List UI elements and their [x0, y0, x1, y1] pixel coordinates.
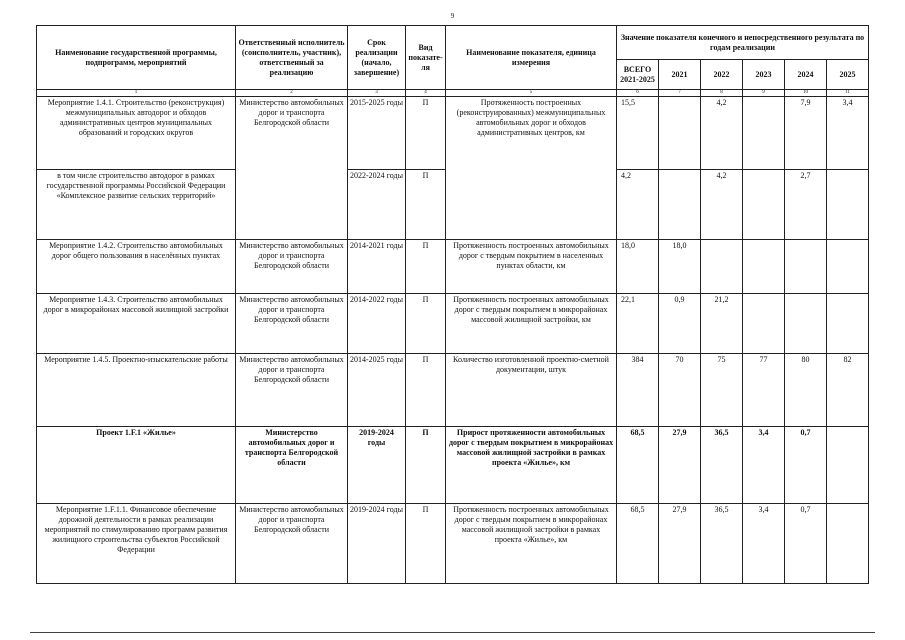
header-year: 2021 — [659, 60, 701, 90]
kind-cell: П — [406, 97, 446, 170]
year-value — [743, 97, 785, 170]
total-value: 15,5 — [617, 97, 659, 170]
activity-name: Мероприятие 1.4.2. Строительство автомобильных дорог общего пользования в населённых пунктах — [37, 240, 236, 294]
total-value: 18,0 — [617, 240, 659, 294]
column-number: 4 — [406, 90, 446, 97]
activity-name: Мероприятие 1.4.5. Проектно-изыскательские работы — [37, 354, 236, 427]
executor-cell: Министерство автомобильных дорог и транспорта Белгородской области — [236, 294, 348, 354]
year-value — [743, 240, 785, 294]
kind-cell: П — [406, 504, 446, 584]
executor-cell: Министерство автомобильных дорог и транспорта Белгородской области — [236, 354, 348, 427]
year-value: 4,2 — [701, 170, 743, 240]
term-cell: 2014-2022 годы — [348, 294, 406, 354]
table-row — [37, 294, 869, 354]
year-value — [659, 97, 701, 170]
project-name: Проект 1.F.1 «Жилье» — [37, 427, 236, 504]
kind-cell: П — [406, 354, 446, 427]
indicator-cell: Количество изготовленной проектно-сметной документации, штук — [446, 354, 617, 427]
indicators-table — [36, 25, 869, 584]
term-cell: 2015-2025 годы — [348, 97, 406, 170]
header-indicator: Наименование показателя, единица измерения — [446, 26, 617, 90]
year-value: 36,5 — [701, 427, 743, 504]
header-row — [37, 26, 869, 60]
table-row — [37, 354, 869, 427]
year-value — [743, 294, 785, 354]
year-value: 3,4 — [743, 504, 785, 584]
year-value — [701, 240, 743, 294]
year-value: 4,2 — [701, 97, 743, 170]
column-number: 1 — [37, 90, 236, 97]
year-value — [827, 240, 869, 294]
executor-cell: Министерство автомобильных дорог и транспорта Белгородской области — [236, 240, 348, 294]
table-row — [37, 97, 869, 170]
year-value: 7,9 — [785, 97, 827, 170]
year-value — [743, 170, 785, 240]
total-value: 4,2 — [617, 170, 659, 240]
term-cell: 2019-2024 годы — [348, 504, 406, 584]
executor-cell: Министерство автомобильных дорог и транспорта Белгородской области — [236, 97, 348, 240]
activity-name: в том числе строительство автодорог в рамках государственной программы Российской Федерации «Комплексное развитие сельских территорий» — [37, 170, 236, 240]
column-number: 8 — [701, 90, 743, 97]
year-value: 3,4 — [743, 427, 785, 504]
column-number: 5 — [446, 90, 617, 97]
term-cell: 2019-2024 годы — [348, 427, 406, 504]
year-value — [827, 504, 869, 584]
year-value: 21,2 — [701, 294, 743, 354]
column-number: 9 — [743, 90, 785, 97]
page-bottom-rule — [30, 632, 875, 633]
kind-cell: П — [406, 170, 446, 240]
year-value: 80 — [785, 354, 827, 427]
column-number: 6 — [617, 90, 659, 97]
term-cell: 2014-2021 годы — [348, 240, 406, 294]
activity-name: Мероприятие 1.4.3. Строительство автомобильных дорог в микрорайонах массовой жилищной застройки — [37, 294, 236, 354]
year-value — [827, 294, 869, 354]
term-cell: 2014-2025 годы — [348, 354, 406, 427]
year-value — [785, 240, 827, 294]
year-value: 0,9 — [659, 294, 701, 354]
kind-cell: П — [406, 294, 446, 354]
total-value: 68,5 — [617, 504, 659, 584]
indicator-cell: Протяженность построенных автомобильных дорог с твердым покрытием в микрорайонах массовой жилищной застройки в рамках проекта «Жилье», км — [446, 504, 617, 584]
column-number: 3 — [348, 90, 406, 97]
activity-name: Мероприятие 1.4.1. Строительство (реконструкция) межмуниципальных автодорог и обходов административных центров муниципальных образований и городских округов — [37, 97, 236, 170]
year-value: 27,9 — [659, 427, 701, 504]
header-kind: Вид показате-ля — [406, 26, 446, 90]
year-value: 36,5 — [701, 504, 743, 584]
activity-name: Мероприятие 1.F.1.1. Финансовое обеспечение дорожной деятельности в рамках реализации мероприятий по стимулированию программ развития жилищного строительства субъектов Российской Федерации — [37, 504, 236, 584]
total-value: 384 — [617, 354, 659, 427]
total-value: 68,5 — [617, 427, 659, 504]
kind-cell: П — [406, 240, 446, 294]
year-value: 82 — [827, 354, 869, 427]
indicator-cell: Прирост протяженности автомобильных дорог с твердым покрытием в микрорайонах массовой жилищной застройки в рамках проекта «Жилье», км — [446, 427, 617, 504]
year-value: 27,9 — [659, 504, 701, 584]
executor-cell: Министерство автомобильных дорог и транспорта Белгородской области — [236, 504, 348, 584]
executor-cell: Министерство автомобильных дорог и транспорта Белгородской области — [236, 427, 348, 504]
indicator-cell: Протяженность построенных автомобильных дорог с твердым покрытием в микрорайонах массовой жилищной застройки, км — [446, 294, 617, 354]
year-value: 2,7 — [785, 170, 827, 240]
table-row — [37, 240, 869, 294]
header-total: ВСЕГО 2021-2025 — [617, 60, 659, 90]
year-value: 70 — [659, 354, 701, 427]
year-value: 18,0 — [659, 240, 701, 294]
year-value: 77 — [743, 354, 785, 427]
term-cell: 2022-2024 годы — [348, 170, 406, 240]
column-number: 10 — [785, 90, 827, 97]
header-year: 2025 — [827, 60, 869, 90]
table-row — [37, 504, 869, 584]
table-row-project — [37, 427, 869, 504]
total-value: 22,1 — [617, 294, 659, 354]
year-value — [785, 294, 827, 354]
column-number: 2 — [236, 90, 348, 97]
year-value: 3,4 — [827, 97, 869, 170]
indicator-cell: Протяженность построенных (реконструированных) межмуниципальных автомобильных дорог и обходов административных центров, км — [446, 97, 617, 240]
page-number: 9 — [450, 12, 455, 20]
header-executor: Ответственный исполнитель (соисполнитель, участник), ответственный за реализацию — [236, 26, 348, 90]
year-value: 0,7 — [785, 427, 827, 504]
header-year: 2024 — [785, 60, 827, 90]
kind-cell: П — [406, 427, 446, 504]
year-value — [827, 427, 869, 504]
header-term: Срок реализации (начало, завершение) — [348, 26, 406, 90]
indicator-cell: Протяженность построенных автомобильных дорог с твердым покрытием в населенных пунктах области, км — [446, 240, 617, 294]
year-value: 0,7 — [785, 504, 827, 584]
column-number: 7 — [659, 90, 701, 97]
header-values-group: Значение показателя конечного и непосредственного результата по годам реализации — [617, 26, 869, 60]
header-year: 2023 — [743, 60, 785, 90]
column-number: 11 — [827, 90, 869, 97]
header-year: 2022 — [701, 60, 743, 90]
year-value: 75 — [701, 354, 743, 427]
column-numbers-row — [37, 90, 869, 97]
header-name: Наименование государственной программы, подпрограмм, мероприятий — [37, 26, 236, 90]
year-value — [659, 170, 701, 240]
year-value — [827, 170, 869, 240]
